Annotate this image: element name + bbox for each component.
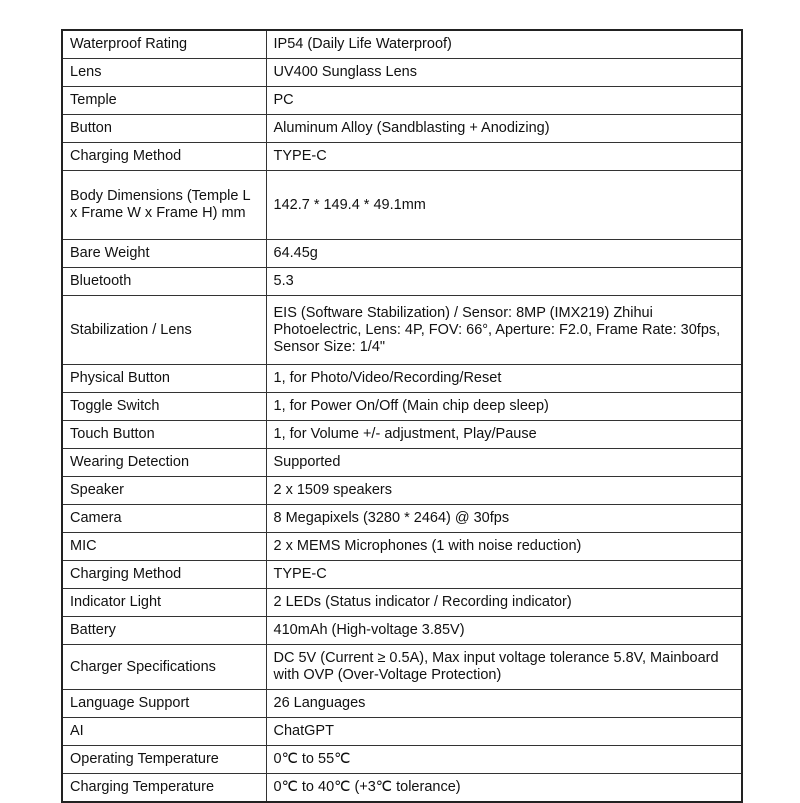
table-row xyxy=(62,421,742,449)
spec-label: Charger Specifications xyxy=(62,645,266,690)
table-row xyxy=(62,477,742,505)
table-row xyxy=(62,268,742,296)
spec-value: Aluminum Alloy (Sandblasting + Anodizing) xyxy=(266,115,742,143)
spec-value: 26 Languages xyxy=(266,690,742,718)
spec-label: Body Dimensions (Temple L x Frame W x Frame H) mm xyxy=(62,171,266,240)
table-row xyxy=(62,746,742,774)
spec-value: 1, for Photo/Video/Recording/Reset xyxy=(266,365,742,393)
spec-label: Charging Method xyxy=(62,143,266,171)
spec-label: Operating Temperature xyxy=(62,746,266,774)
spec-table xyxy=(61,29,743,803)
table-row xyxy=(62,589,742,617)
spec-value: TYPE-C xyxy=(266,143,742,171)
table-row xyxy=(62,533,742,561)
spec-value: 8 Megapixels (3280 * 2464) @ 30fps xyxy=(266,505,742,533)
spec-value: 2 x 1509 speakers xyxy=(266,477,742,505)
table-row xyxy=(62,59,742,87)
table-row xyxy=(62,171,742,240)
spec-label: Speaker xyxy=(62,477,266,505)
spec-value: Supported xyxy=(266,449,742,477)
table-row xyxy=(62,115,742,143)
spec-label: AI xyxy=(62,718,266,746)
spec-label: Stabilization / Lens xyxy=(62,296,266,365)
spec-value: ChatGPT xyxy=(266,718,742,746)
spec-label: Waterproof Rating xyxy=(62,30,266,59)
table-row xyxy=(62,87,742,115)
spec-label: Bare Weight xyxy=(62,240,266,268)
spec-value: DC 5V (Current ≥ 0.5A), Max input voltage tolerance 5.8V, Mainboard with OVP (Over-Voltage Protection) xyxy=(266,645,742,690)
table-row xyxy=(62,240,742,268)
spec-label: Button xyxy=(62,115,266,143)
spec-label: Charging Temperature xyxy=(62,774,266,803)
spec-label: Toggle Switch xyxy=(62,393,266,421)
spec-value: 0℃ to 40℃ (+3℃ tolerance) xyxy=(266,774,742,803)
table-row xyxy=(62,774,742,803)
spec-value: 0℃ to 55℃ xyxy=(266,746,742,774)
table-row xyxy=(62,143,742,171)
table-row xyxy=(62,365,742,393)
spec-label: Battery xyxy=(62,617,266,645)
table-row xyxy=(62,393,742,421)
spec-value: PC xyxy=(266,87,742,115)
table-row xyxy=(62,617,742,645)
spec-label: Indicator Light xyxy=(62,589,266,617)
table-row xyxy=(62,561,742,589)
spec-value: 2 x MEMS Microphones (1 with noise reduction) xyxy=(266,533,742,561)
spec-value: 410mAh (High-voltage 3.85V) xyxy=(266,617,742,645)
table-row xyxy=(62,30,742,59)
spec-value: 142.7 * 149.4 * 49.1mm xyxy=(266,171,742,240)
spec-value: 2 LEDs (Status indicator / Recording indicator) xyxy=(266,589,742,617)
spec-value: 1, for Volume +/- adjustment, Play/Pause xyxy=(266,421,742,449)
spec-label: Touch Button xyxy=(62,421,266,449)
spec-label: Language Support xyxy=(62,690,266,718)
spec-value: 1, for Power On/Off (Main chip deep sleep) xyxy=(266,393,742,421)
spec-value: UV400 Sunglass Lens xyxy=(266,59,742,87)
table-row xyxy=(62,296,742,365)
table-row xyxy=(62,645,742,690)
table-row xyxy=(62,718,742,746)
spec-label: Temple xyxy=(62,87,266,115)
spec-label: Charging Method xyxy=(62,561,266,589)
table-row xyxy=(62,690,742,718)
spec-value: 5.3 xyxy=(266,268,742,296)
spec-value: IP54 (Daily Life Waterproof) xyxy=(266,30,742,59)
spec-label: Camera xyxy=(62,505,266,533)
spec-label: MIC xyxy=(62,533,266,561)
spec-value: TYPE-C xyxy=(266,561,742,589)
table-row xyxy=(62,449,742,477)
spec-label: Bluetooth xyxy=(62,268,266,296)
spec-label: Wearing Detection xyxy=(62,449,266,477)
table-row xyxy=(62,505,742,533)
spec-value: 64.45g xyxy=(266,240,742,268)
spec-label: Lens xyxy=(62,59,266,87)
spec-label: Physical Button xyxy=(62,365,266,393)
spec-value: EIS (Software Stabilization) / Sensor: 8MP (IMX219) Zhihui Photoelectric, Lens: 4P, FOV: 66°, Aperture: F2.0, Frame Rate: 30fps, Sensor Size: 1/4" xyxy=(266,296,742,365)
